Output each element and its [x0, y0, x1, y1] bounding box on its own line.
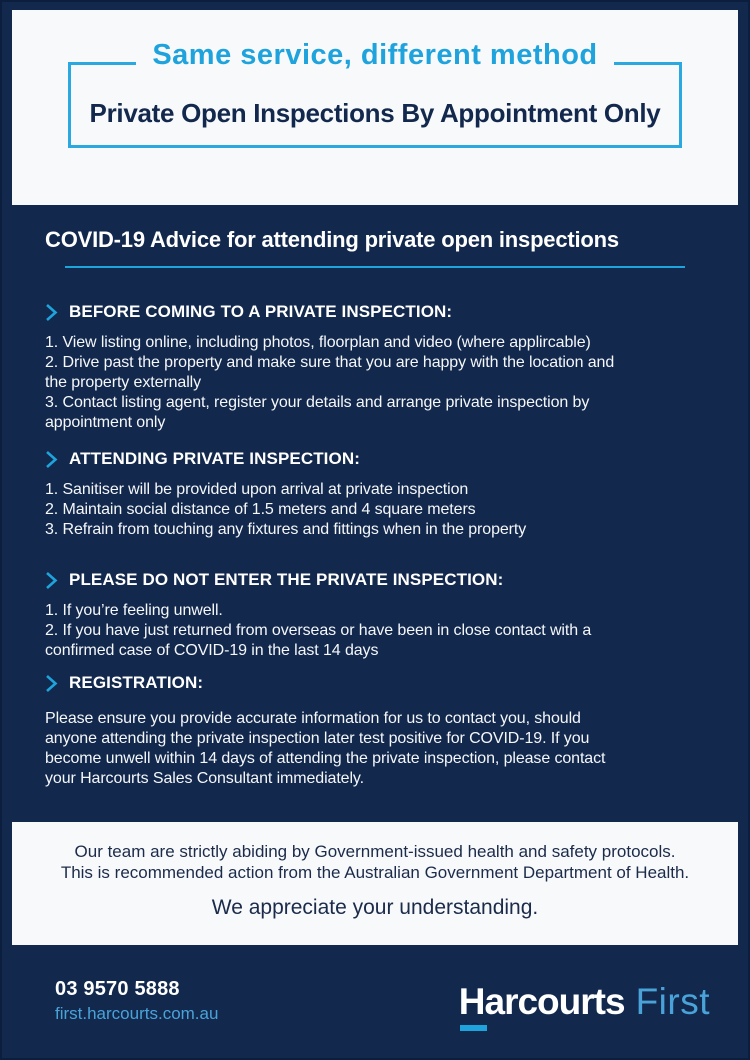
list-item: 3. Contact listing agent, register your details and arrange private inspection by: [45, 394, 590, 411]
list-item: 1. If you’re feeling unwell.: [45, 602, 223, 619]
notice-appreciation: We appreciate your understanding.: [211, 896, 539, 919]
chevron-right-icon: [45, 303, 58, 322]
footer: [0, 945, 750, 1060]
list-item-continuation: confirmed case of COVID-19 in the last 14 days: [45, 642, 379, 659]
list-item: 1. Sanitiser will be provided upon arrival at private inspection: [45, 481, 469, 498]
section-heading-label: PLEASE DO NOT ENTER THE PRIVATE INSPECTION:: [69, 570, 504, 589]
section-heading: [45, 302, 705, 322]
list-item: 3. Refrain from touching any fixtures and fittings when in the property: [45, 521, 527, 538]
list-item: 2. Maintain social distance of 1.5 meters and 4 square meters: [45, 501, 476, 518]
list-item: 2. If you have just returned from overseas or have been in close contact with a: [45, 622, 592, 639]
brand-secondary-text: First: [635, 980, 710, 1022]
section-heading: [45, 673, 705, 693]
section-heading-label: REGISTRATION:: [69, 673, 204, 692]
hero-tagline-row: [12, 40, 738, 76]
paragraph-line: become unwell within 14 days of attending the private inspection, please contact: [45, 750, 606, 767]
list-item: 2. Drive past the property and make sure that you are happy with the location and: [45, 354, 615, 371]
section-body: [45, 709, 705, 789]
advice-section: [0, 205, 750, 822]
paragraph-line: anyone attending the private inspection later test positive for COVID-19. If you: [45, 730, 590, 747]
chevron-right-icon: [45, 450, 58, 469]
list-item-continuation: the property externally: [45, 374, 202, 391]
chevron-right-icon: [45, 674, 58, 693]
hero-box-title: Private Open Inspections By Appointment Only: [89, 98, 661, 128]
brand-primary-text: Harcourts: [458, 980, 625, 1022]
hero-panel: [12, 10, 738, 205]
notice-line: This is recommended action from the Australian Government Department of Health.: [60, 863, 690, 882]
brand-wordmark: [459, 981, 625, 1023]
phone-number: 03 9570 5888: [55, 977, 180, 1000]
title-underline: [65, 266, 685, 268]
notice-panel: [12, 822, 738, 945]
section-body: [45, 333, 705, 433]
section-heading: [45, 449, 705, 469]
footer-contact: [55, 978, 218, 1024]
chevron-right-icon: [45, 571, 58, 590]
paragraph-line: Please ensure you provide accurate information for us to contact you, should: [45, 710, 581, 727]
harcourts-first-logo: [459, 981, 710, 1023]
section-body: [45, 480, 705, 540]
section-registration: [45, 673, 705, 789]
section-heading-label: ATTENDING PRIVATE INSPECTION:: [69, 449, 360, 468]
paragraph-line: your Harcourts Sales Consultant immediately.: [45, 770, 364, 787]
section-heading-label: BEFORE COMING TO A PRIVATE INSPECTION:: [69, 302, 453, 321]
hero-tagline: Same service, different method: [136, 40, 613, 76]
section-body: [45, 601, 705, 661]
page-title: COVID-19 Advice for attending private open inspections: [45, 227, 619, 252]
section-heading: [45, 570, 705, 590]
notice-line: Our team are strictly abiding by Government-issued health and safety protocols.: [74, 842, 676, 861]
list-item: 1. View listing online, including photos, floorplan and video (where applircable): [45, 334, 591, 351]
section-do-not-enter: [45, 570, 705, 661]
section-before-coming: [45, 302, 705, 433]
h-underline-bar: [460, 1025, 487, 1031]
list-item-continuation: appointment only: [45, 414, 166, 431]
website-link[interactable]: first.harcourts.com.au: [55, 1003, 219, 1023]
section-attending: [45, 449, 705, 540]
